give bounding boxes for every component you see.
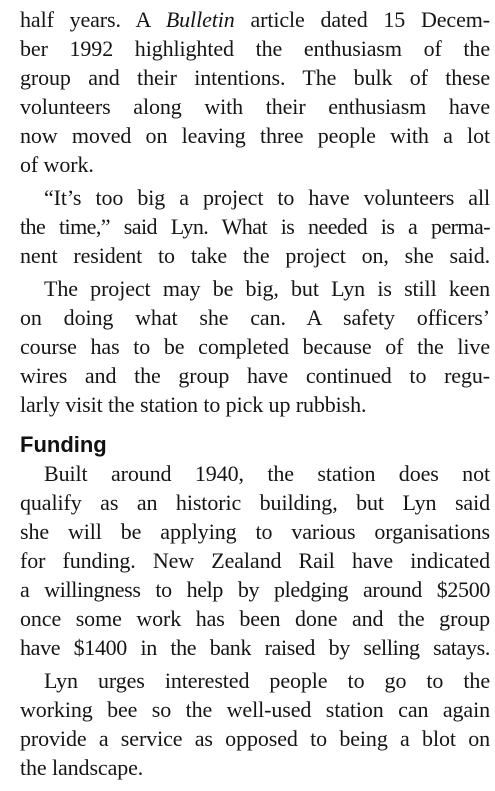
text-line-12: course has to be completed because of the live <box>20 334 490 359</box>
text-line-8: the time,” said Lyn. What is needed is a perma- <box>20 214 490 239</box>
text-line-10: The project may be big, but Lyn is still keen <box>44 276 490 301</box>
text-line-21: once some work has been done and the group <box>20 606 490 631</box>
text-line-2: ber 1992 highlighted the enthusiasm of the <box>20 36 490 61</box>
section-heading: Funding <box>20 432 107 457</box>
text-line-17: qualify as an historic building, but Lyn said <box>20 490 490 515</box>
text-line-22: have $1400 in the bank raised by selling satays. <box>20 635 490 660</box>
text-line-7: “It’s too big a project to have volunteers all <box>44 185 490 210</box>
text-line-6: of work. <box>20 152 94 177</box>
text-line-23: Lyn urges interested people to go to the <box>44 668 490 693</box>
text-line-16: Built around 1940, the station does not <box>44 461 490 486</box>
text-run: half years. A <box>20 7 166 32</box>
text-line-20: a willingness to help by pledging around $2500 <box>20 577 490 602</box>
text-line-11: on doing what she can. A safety officers’ <box>20 305 490 330</box>
text-line-4: volunteers along with their enthusiasm have <box>20 94 490 119</box>
text-line-1 <box>20 5 490 34</box>
text-line-14: larly visit the station to pick up rubbish. <box>20 392 367 417</box>
text-line-5: now moved on leaving three people with a lot <box>20 123 490 148</box>
text-line-18: she will be applying to various organisations <box>20 519 490 544</box>
text-line-9: nent resident to take the project on, she said. <box>20 243 490 268</box>
text-line-25: provide a service as opposed to being a blot on <box>20 726 490 751</box>
text-line-3: group and their intentions. The bulk of these <box>20 65 490 90</box>
text-run: article dated 15 Decem- <box>234 7 490 32</box>
text-line-13: wires and the group have continued to regu- <box>20 363 490 388</box>
publication-title: Bulletin <box>165 7 235 32</box>
text-line-19: for funding. New Zealand Rail have indicated <box>20 548 490 573</box>
text-line-26: the landscape. <box>20 755 144 780</box>
text-line-24: working bee so the well-used station can again <box>20 697 490 722</box>
